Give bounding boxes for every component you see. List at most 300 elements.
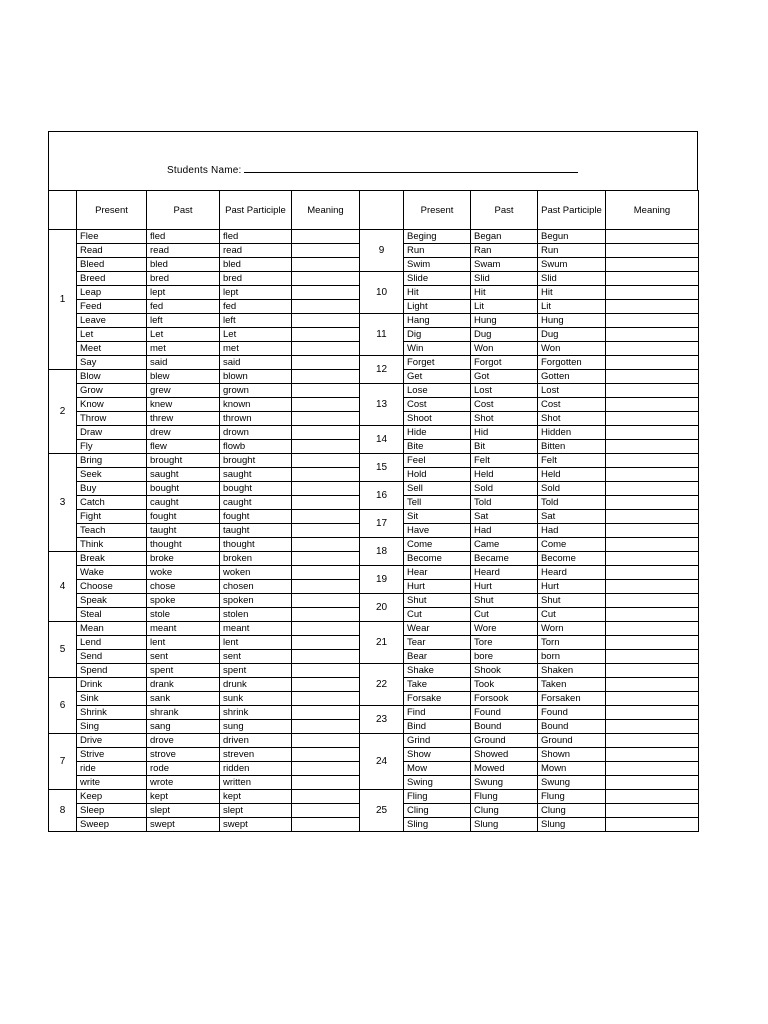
left-group-number: 5 <box>49 622 77 678</box>
left-present-cell: Sweep <box>77 818 147 832</box>
left-meaning-cell[interactable] <box>292 734 360 748</box>
left-present-cell: Read <box>77 244 147 258</box>
right-past-participle-cell: Run <box>538 244 606 258</box>
left-meaning-cell[interactable] <box>292 496 360 510</box>
left-past-cell: saught <box>147 468 220 482</box>
left-past-participle-cell: fed <box>220 300 292 314</box>
left-meaning-cell[interactable] <box>292 692 360 706</box>
left-past-cell: swept <box>147 818 220 832</box>
right-group-number: 12 <box>360 356 404 384</box>
left-header-past-participle: Past Participle <box>220 191 292 230</box>
left-present-cell: Sing <box>77 720 147 734</box>
students-name-text: Students Name: <box>167 165 242 176</box>
right-past-cell: Flung <box>471 790 538 804</box>
verb-table <box>48 190 699 832</box>
right-group-number: 20 <box>360 594 404 622</box>
left-present-cell: Fly <box>77 440 147 454</box>
right-meaning-cell[interactable] <box>606 538 699 552</box>
left-meaning-cell[interactable] <box>292 468 360 482</box>
right-past-participle-cell: Ground <box>538 734 606 748</box>
right-meaning-cell[interactable] <box>606 664 699 678</box>
table-row <box>49 482 699 496</box>
right-present-cell: Shake <box>404 664 471 678</box>
right-past-participle-cell: Bound <box>538 720 606 734</box>
left-past-participle-cell: drunk <box>220 678 292 692</box>
right-past-cell: Showed <box>471 748 538 762</box>
right-past-participle-cell: Told <box>538 496 606 510</box>
table-row <box>49 384 699 398</box>
right-meaning-cell[interactable] <box>606 678 699 692</box>
left-present-cell: Blow <box>77 370 147 384</box>
right-group-number: 11 <box>360 314 404 356</box>
verb-table-body <box>49 230 699 832</box>
left-past-cell: threw <box>147 412 220 426</box>
left-past-cell: caught <box>147 496 220 510</box>
right-past-cell: Wore <box>471 622 538 636</box>
right-meaning-cell[interactable] <box>606 524 699 538</box>
left-past-participle-cell: grown <box>220 384 292 398</box>
right-meaning-cell[interactable] <box>606 552 699 566</box>
right-past-participle-cell: Heard <box>538 566 606 580</box>
left-meaning-cell[interactable] <box>292 678 360 692</box>
left-present-cell: Break <box>77 552 147 566</box>
left-present-cell: Leap <box>77 286 147 300</box>
left-present-cell: Grow <box>77 384 147 398</box>
right-present-cell: Become <box>404 552 471 566</box>
left-meaning-cell[interactable] <box>292 300 360 314</box>
right-meaning-cell[interactable] <box>606 370 699 384</box>
right-past-cell: Swam <box>471 258 538 272</box>
right-header-present: Present <box>404 191 471 230</box>
left-present-cell: Feed <box>77 300 147 314</box>
students-name-label <box>167 163 578 176</box>
right-meaning-cell[interactable] <box>606 342 699 356</box>
right-meaning-cell[interactable] <box>606 510 699 524</box>
table-row <box>49 664 699 678</box>
right-present-cell: Dig <box>404 328 471 342</box>
left-meaning-cell[interactable] <box>292 720 360 734</box>
right-past-cell: Shook <box>471 664 538 678</box>
table-row <box>49 272 699 286</box>
left-present-cell: Teach <box>77 524 147 538</box>
right-meaning-cell[interactable] <box>606 594 699 608</box>
right-past-participle-cell: born <box>538 650 606 664</box>
right-header-past: Past <box>471 191 538 230</box>
right-past-participle-cell: Had <box>538 524 606 538</box>
right-meaning-cell[interactable] <box>606 804 699 818</box>
right-meaning-cell[interactable] <box>606 426 699 440</box>
left-past-cell: slept <box>147 804 220 818</box>
right-past-cell: Sat <box>471 510 538 524</box>
right-past-cell: Ground <box>471 734 538 748</box>
left-meaning-cell[interactable] <box>292 622 360 636</box>
table-row <box>49 734 699 748</box>
left-past-participle-cell: stolen <box>220 608 292 622</box>
left-present-cell: Seek <box>77 468 147 482</box>
left-meaning-cell[interactable] <box>292 244 360 258</box>
right-meaning-cell[interactable] <box>606 286 699 300</box>
right-present-cell: Show <box>404 748 471 762</box>
left-present-cell: Think <box>77 538 147 552</box>
left-past-participle-cell: meant <box>220 622 292 636</box>
right-past-participle-cell: Hurt <box>538 580 606 594</box>
right-past-cell: Slid <box>471 272 538 286</box>
left-past-participle-cell: swept <box>220 818 292 832</box>
left-past-participle-cell: slept <box>220 804 292 818</box>
right-past-participle-cell: Slung <box>538 818 606 832</box>
right-past-cell: Dug <box>471 328 538 342</box>
left-past-participle-cell: bought <box>220 482 292 496</box>
left-meaning-cell[interactable] <box>292 580 360 594</box>
right-group-number: 9 <box>360 230 404 272</box>
right-meaning-cell[interactable] <box>606 608 699 622</box>
right-meaning-cell[interactable] <box>606 776 699 790</box>
right-meaning-cell[interactable] <box>606 566 699 580</box>
right-present-cell: Shoot <box>404 412 471 426</box>
right-meaning-cell[interactable] <box>606 692 699 706</box>
left-past-participle-cell: spoken <box>220 594 292 608</box>
right-past-cell: Cost <box>471 398 538 412</box>
right-meaning-cell[interactable] <box>606 496 699 510</box>
right-past-participle-cell: Flung <box>538 790 606 804</box>
right-present-cell: Feel <box>404 454 471 468</box>
right-present-cell: Have <box>404 524 471 538</box>
right-present-cell: Sell <box>404 482 471 496</box>
left-past-cell: knew <box>147 398 220 412</box>
right-present-cell: Hang <box>404 314 471 328</box>
left-meaning-cell[interactable] <box>292 286 360 300</box>
right-meaning-cell[interactable] <box>606 272 699 286</box>
left-past-participle-cell: bred <box>220 272 292 286</box>
left-meaning-cell[interactable] <box>292 790 360 804</box>
left-meaning-cell[interactable] <box>292 356 360 370</box>
right-present-cell: Bind <box>404 720 471 734</box>
left-past-cell: said <box>147 356 220 370</box>
left-past-participle-cell: bled <box>220 258 292 272</box>
right-past-participle-cell: Bitten <box>538 440 606 454</box>
right-past-cell: Got <box>471 370 538 384</box>
left-past-participle-cell: sent <box>220 650 292 664</box>
left-meaning-cell[interactable] <box>292 818 360 832</box>
right-present-cell: Get <box>404 370 471 384</box>
left-present-cell: Bleed <box>77 258 147 272</box>
right-past-cell: Clung <box>471 804 538 818</box>
left-past-cell: fought <box>147 510 220 524</box>
right-present-cell: Cling <box>404 804 471 818</box>
left-past-cell: drove <box>147 734 220 748</box>
right-meaning-cell[interactable] <box>606 580 699 594</box>
right-meaning-cell[interactable] <box>606 622 699 636</box>
left-group-number: 6 <box>49 678 77 734</box>
left-meaning-cell[interactable] <box>292 342 360 356</box>
right-group-number: 15 <box>360 454 404 482</box>
right-past-participle-cell: Lit <box>538 300 606 314</box>
right-past-cell: Felt <box>471 454 538 468</box>
left-present-cell: ride <box>77 762 147 776</box>
right-meaning-cell[interactable] <box>606 636 699 650</box>
right-past-participle-cell: Begun <box>538 230 606 244</box>
left-past-participle-cell: saught <box>220 468 292 482</box>
left-meaning-cell[interactable] <box>292 510 360 524</box>
right-past-participle-cell: Held <box>538 468 606 482</box>
right-past-participle-cell: Swum <box>538 258 606 272</box>
right-meaning-cell[interactable] <box>606 748 699 762</box>
right-past-cell: Lost <box>471 384 538 398</box>
left-past-participle-cell: lent <box>220 636 292 650</box>
left-present-cell: Steal <box>77 608 147 622</box>
left-meaning-cell[interactable] <box>292 524 360 538</box>
right-past-participle-cell: Shown <box>538 748 606 762</box>
left-past-cell: fled <box>147 230 220 244</box>
right-present-cell: Forsake <box>404 692 471 706</box>
left-past-participle-cell: met <box>220 342 292 356</box>
right-meaning-cell[interactable] <box>606 230 699 244</box>
table-row <box>49 538 699 552</box>
left-meaning-cell[interactable] <box>292 314 360 328</box>
right-group-number: 21 <box>360 622 404 664</box>
left-past-participle-cell: shrink <box>220 706 292 720</box>
right-meaning-cell[interactable] <box>606 790 699 804</box>
left-present-cell: Sink <box>77 692 147 706</box>
right-past-participle-cell: Torn <box>538 636 606 650</box>
left-present-cell: Let <box>77 328 147 342</box>
left-meaning-cell[interactable] <box>292 384 360 398</box>
left-meaning-cell[interactable] <box>292 538 360 552</box>
left-past-cell: rode <box>147 762 220 776</box>
left-meaning-cell[interactable] <box>292 650 360 664</box>
left-past-participle-cell: written <box>220 776 292 790</box>
left-present-cell: Speak <box>77 594 147 608</box>
left-meaning-cell[interactable] <box>292 272 360 286</box>
right-present-cell: Shut <box>404 594 471 608</box>
right-past-participle-cell: Become <box>538 552 606 566</box>
right-meaning-cell[interactable] <box>606 244 699 258</box>
right-meaning-cell[interactable] <box>606 706 699 720</box>
left-past-participle-cell: blown <box>220 370 292 384</box>
right-present-cell: Swim <box>404 258 471 272</box>
right-past-cell: Swung <box>471 776 538 790</box>
right-meaning-cell[interactable] <box>606 258 699 272</box>
right-past-participle-cell: Sat <box>538 510 606 524</box>
right-present-cell: Sit <box>404 510 471 524</box>
left-past-cell: wrote <box>147 776 220 790</box>
left-past-cell: left <box>147 314 220 328</box>
left-present-cell: Breed <box>77 272 147 286</box>
left-meaning-cell[interactable] <box>292 230 360 244</box>
right-past-cell: Tore <box>471 636 538 650</box>
left-meaning-cell[interactable] <box>292 762 360 776</box>
table-row <box>49 230 699 244</box>
left-present-cell: Draw <box>77 426 147 440</box>
left-past-participle-cell: taught <box>220 524 292 538</box>
right-past-participle-cell: Taken <box>538 678 606 692</box>
left-meaning-cell[interactable] <box>292 776 360 790</box>
left-meaning-cell[interactable] <box>292 370 360 384</box>
right-past-cell: Came <box>471 538 538 552</box>
students-name-line[interactable] <box>244 163 578 173</box>
right-meaning-cell[interactable] <box>606 734 699 748</box>
left-past-participle-cell: drown <box>220 426 292 440</box>
table-row <box>49 594 699 608</box>
right-group-number: 18 <box>360 538 404 566</box>
right-past-cell: bore <box>471 650 538 664</box>
right-past-cell: Found <box>471 706 538 720</box>
left-group-number: 3 <box>49 454 77 552</box>
left-meaning-cell[interactable] <box>292 412 360 426</box>
left-past-cell: chose <box>147 580 220 594</box>
right-present-cell: Wear <box>404 622 471 636</box>
left-meaning-cell[interactable] <box>292 426 360 440</box>
right-meaning-cell[interactable] <box>606 356 699 370</box>
right-present-cell: Hear <box>404 566 471 580</box>
left-past-participle-cell: chosen <box>220 580 292 594</box>
right-group-number: 10 <box>360 272 404 314</box>
right-past-cell: Told <box>471 496 538 510</box>
right-past-cell: Shut <box>471 594 538 608</box>
right-present-cell: Hit <box>404 286 471 300</box>
right-past-participle-cell: Sold <box>538 482 606 496</box>
right-past-participle-cell: Felt <box>538 454 606 468</box>
left-past-cell: shrank <box>147 706 220 720</box>
right-group-number: 23 <box>360 706 404 734</box>
left-past-participle-cell: Let <box>220 328 292 342</box>
right-meaning-cell[interactable] <box>606 468 699 482</box>
left-meaning-cell[interactable] <box>292 664 360 678</box>
right-past-cell: Shot <box>471 412 538 426</box>
right-present-cell: Win <box>404 342 471 356</box>
left-present-cell: Meet <box>77 342 147 356</box>
left-past-participle-cell: sunk <box>220 692 292 706</box>
left-past-cell: sang <box>147 720 220 734</box>
table-row <box>49 510 699 524</box>
left-past-cell: bred <box>147 272 220 286</box>
right-past-participle-cell: Cut <box>538 608 606 622</box>
left-past-participle-cell: ridden <box>220 762 292 776</box>
left-meaning-cell[interactable] <box>292 454 360 468</box>
header-row <box>49 191 699 230</box>
right-meaning-cell[interactable] <box>606 440 699 454</box>
left-past-cell: thought <box>147 538 220 552</box>
right-past-participle-cell: Lost <box>538 384 606 398</box>
left-past-participle-cell: fled <box>220 230 292 244</box>
left-past-participle-cell: woken <box>220 566 292 580</box>
right-past-cell: Heard <box>471 566 538 580</box>
right-present-cell: Sling <box>404 818 471 832</box>
right-meaning-cell[interactable] <box>606 398 699 412</box>
right-group-number: 24 <box>360 734 404 790</box>
right-meaning-cell[interactable] <box>606 762 699 776</box>
left-meaning-cell[interactable] <box>292 398 360 412</box>
table-row <box>49 706 699 720</box>
right-past-cell: Sold <box>471 482 538 496</box>
table-row <box>49 566 699 580</box>
right-group-header <box>360 191 404 230</box>
right-past-cell: Won <box>471 342 538 356</box>
left-meaning-cell[interactable] <box>292 748 360 762</box>
right-past-cell: Lit <box>471 300 538 314</box>
right-past-participle-cell: Won <box>538 342 606 356</box>
right-present-cell: Bite <box>404 440 471 454</box>
right-present-cell: Bear <box>404 650 471 664</box>
left-meaning-cell[interactable] <box>292 594 360 608</box>
left-past-participle-cell: flowb <box>220 440 292 454</box>
right-present-cell: Tear <box>404 636 471 650</box>
left-present-cell: Wake <box>77 566 147 580</box>
right-past-cell: Had <box>471 524 538 538</box>
right-present-cell: Come <box>404 538 471 552</box>
left-group-number: 2 <box>49 370 77 454</box>
left-present-cell: Throw <box>77 412 147 426</box>
left-meaning-cell[interactable] <box>292 608 360 622</box>
left-header-present: Present <box>77 191 147 230</box>
table-row <box>49 356 699 370</box>
left-past-cell: drank <box>147 678 220 692</box>
right-meaning-cell[interactable] <box>606 818 699 832</box>
right-past-participle-cell: Slid <box>538 272 606 286</box>
left-present-cell: Flee <box>77 230 147 244</box>
right-past-cell: Hurt <box>471 580 538 594</box>
left-meaning-cell[interactable] <box>292 482 360 496</box>
left-meaning-cell[interactable] <box>292 440 360 454</box>
left-meaning-cell[interactable] <box>292 636 360 650</box>
left-meaning-cell[interactable] <box>292 328 360 342</box>
left-group-number: 7 <box>49 734 77 790</box>
left-present-cell: Say <box>77 356 147 370</box>
left-past-cell: kept <box>147 790 220 804</box>
table-row <box>49 426 699 440</box>
right-present-cell: Run <box>404 244 471 258</box>
left-group-header <box>49 191 77 230</box>
left-meaning-cell[interactable] <box>292 804 360 818</box>
right-meaning-cell[interactable] <box>606 720 699 734</box>
left-past-cell: met <box>147 342 220 356</box>
table-row <box>49 314 699 328</box>
left-past-participle-cell: sung <box>220 720 292 734</box>
left-present-cell: Drink <box>77 678 147 692</box>
left-header-past: Past <box>147 191 220 230</box>
right-past-participle-cell: Gotten <box>538 370 606 384</box>
right-meaning-cell[interactable] <box>606 384 699 398</box>
right-past-participle-cell: Found <box>538 706 606 720</box>
left-present-cell: Send <box>77 650 147 664</box>
left-header-meaning: Meaning <box>292 191 360 230</box>
right-meaning-cell[interactable] <box>606 412 699 426</box>
right-past-participle-cell: Hit <box>538 286 606 300</box>
left-past-cell: bled <box>147 258 220 272</box>
right-meaning-cell[interactable] <box>606 328 699 342</box>
left-meaning-cell[interactable] <box>292 566 360 580</box>
left-past-cell: woke <box>147 566 220 580</box>
right-group-number: 25 <box>360 790 404 832</box>
right-meaning-cell[interactable] <box>606 482 699 496</box>
left-past-participle-cell: read <box>220 244 292 258</box>
left-meaning-cell[interactable] <box>292 552 360 566</box>
left-meaning-cell[interactable] <box>292 706 360 720</box>
right-past-participle-cell: Shut <box>538 594 606 608</box>
right-meaning-cell[interactable] <box>606 454 699 468</box>
right-meaning-cell[interactable] <box>606 650 699 664</box>
left-past-cell: spoke <box>147 594 220 608</box>
left-present-cell: write <box>77 776 147 790</box>
right-meaning-cell[interactable] <box>606 300 699 314</box>
left-past-cell: brought <box>147 454 220 468</box>
right-meaning-cell[interactable] <box>606 314 699 328</box>
left-past-cell: broke <box>147 552 220 566</box>
right-past-cell: Forsook <box>471 692 538 706</box>
left-past-cell: blew <box>147 370 220 384</box>
left-present-cell: Know <box>77 398 147 412</box>
left-meaning-cell[interactable] <box>292 258 360 272</box>
